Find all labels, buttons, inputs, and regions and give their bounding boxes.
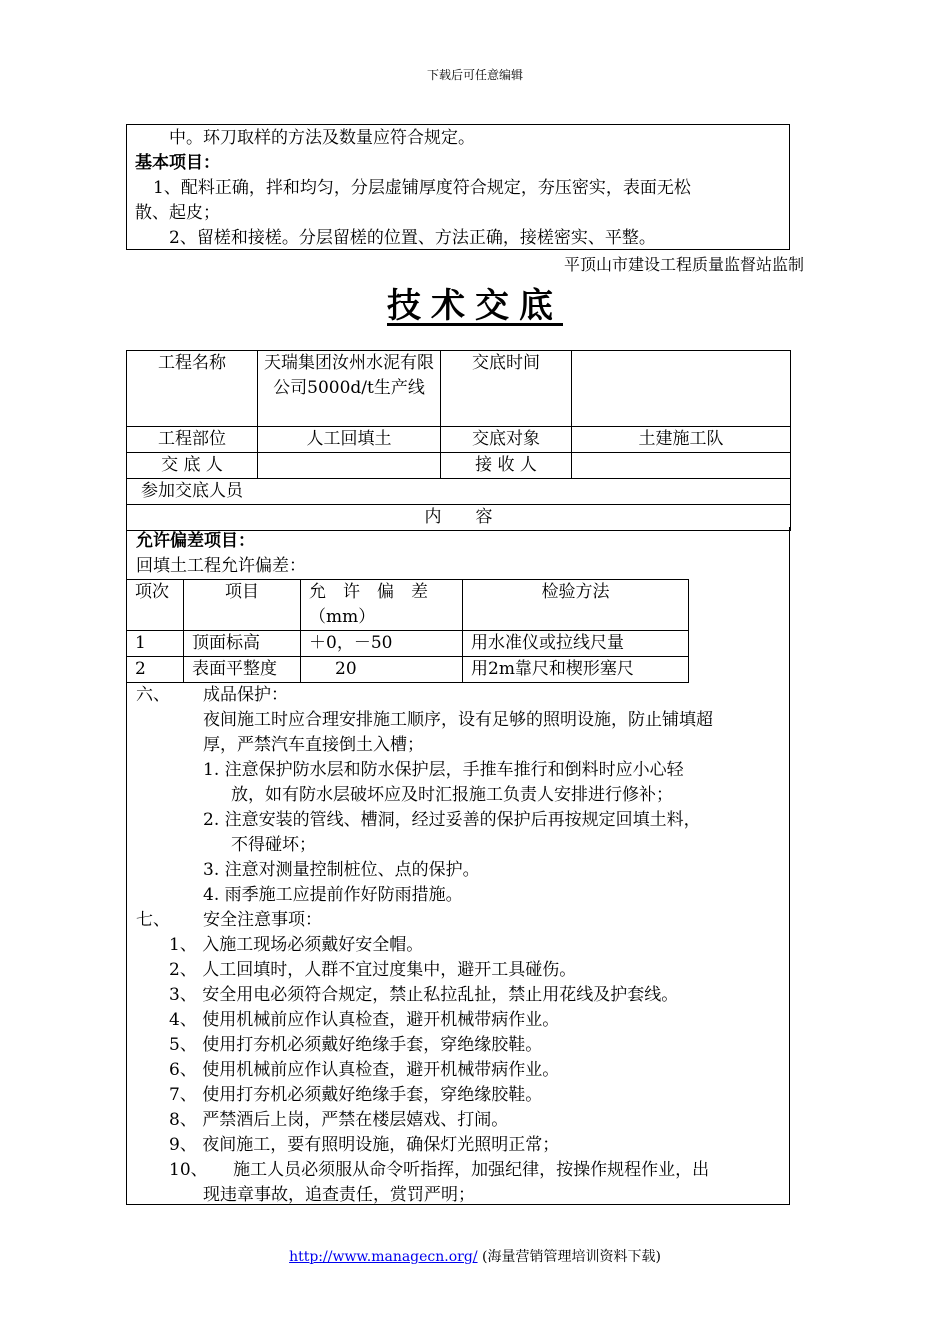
dev-row-1-method: 用水准仪或拉线尺量 <box>463 631 689 657</box>
deviation-sub: 回填土工程允许偏差： <box>136 556 306 576</box>
dev-header-tolerance: 允 许 偏 差（mm） <box>301 580 463 631</box>
top-line-3: 1、配料正确，拌和均匀，分层虚铺厚度符合规定，夯压密实，表面无松 <box>153 178 691 198</box>
receiver-value <box>572 453 791 479</box>
section6-line-2: 厚，严禁汽车直接倒土入槽； <box>203 735 424 755</box>
section7-item-8: 8、 严禁酒后上岗，严禁在楼层嬉戏、打闹。 <box>169 1110 509 1130</box>
deviation-table <box>126 579 689 683</box>
dev-row-1-index: 1 <box>127 631 184 657</box>
section7-item-10b: 现违章事故，追查责任，赏罚严明； <box>203 1185 475 1205</box>
participants-label: 参加交底人员 <box>127 479 791 505</box>
footer-text: (海量营销管理培训资料下载) <box>477 1249 661 1265</box>
section7-title: 安全注意事项： <box>203 910 322 930</box>
footer <box>0 1246 950 1266</box>
top-continuation-box <box>126 124 790 250</box>
section6-line-7: 3. 注意对测量控制桩位、点的保护。 <box>203 860 480 880</box>
footer-link[interactable]: http://www.managecn.org/ <box>289 1249 478 1265</box>
deviation-heading: 允许偏差项目： <box>136 531 255 551</box>
section6-line-6: 不得碰坏； <box>231 835 316 855</box>
time-value <box>572 351 791 427</box>
dev-header-method: 检验方法 <box>463 580 689 631</box>
basic-items-heading: 基本项目： <box>135 153 220 173</box>
section7-item-7: 7、 使用打夯机必须戴好绝缘手套，穿绝缘胶鞋。 <box>169 1085 543 1105</box>
dev-row-2-tolerance: 20 <box>301 657 463 683</box>
section7-item-6: 6、 使用机械前应作认真检查，避开机械带病作业。 <box>169 1060 560 1080</box>
part-value: 人工回填土 <box>258 427 441 453</box>
project-name-value: 天瑞集团汝州水泥有限公司5000d/t生产线 <box>258 351 441 427</box>
top-line-4: 散、起皮； <box>135 203 220 223</box>
target-value: 土建施工队 <box>572 427 791 453</box>
receiver-label: 接 收 人 <box>441 453 572 479</box>
part-label: 工程部位 <box>127 427 258 453</box>
top-line-1: 中。环刀取样的方法及数量应符合规定。 <box>169 128 475 148</box>
giver-value <box>258 453 441 479</box>
dev-header-item: 项目 <box>184 580 301 631</box>
target-label: 交底对象 <box>441 427 572 453</box>
dev-row-2-method: 用2m靠尺和楔形塞尺 <box>463 657 689 683</box>
document-title: 技术交底 <box>387 286 563 326</box>
section6-line-5: 2. 注意安装的管线、槽洞，经过妥善的保护后再按规定回填土料， <box>203 810 701 830</box>
section7-item-3: 3、 安全用电必须符合规定，禁止私拉乱扯，禁止用花线及护套线。 <box>169 985 679 1005</box>
section7-item-9: 9、 夜间施工，要有照明设施，确保灯光照明正常； <box>169 1135 560 1155</box>
section6-line-3: 1. 注意保护防水层和防水保护层，手推车推行和倒料时应小心轻 <box>203 760 684 780</box>
dev-row-2-item: 表面平整度 <box>184 657 301 683</box>
section7-item-4: 4、 使用机械前应作认真检查，避开机械带病作业。 <box>169 1010 560 1030</box>
header-note: 下载后可任意编辑 <box>426 68 523 82</box>
dev-header-index: 项次 <box>127 580 184 631</box>
dev-row-1-tolerance: ＋0，－50 <box>301 631 463 657</box>
supervision-note: 平顶山市建设工程质量监督站监制 <box>563 255 804 274</box>
section6-line-8: 4. 雨季施工应提前作好防雨措施。 <box>203 885 463 905</box>
section6-line-4: 放，如有防水层破坏应及时汇报施工负责人安排进行修补； <box>231 785 673 805</box>
giver-label: 交 底 人 <box>127 453 258 479</box>
section6-number: 六、 <box>136 685 170 705</box>
section7-number: 七、 <box>136 910 170 930</box>
dev-row-2-index: 2 <box>127 657 184 683</box>
time-label: 交底时间 <box>441 351 572 427</box>
content-label: 内 容 <box>127 505 791 531</box>
info-table <box>126 350 791 531</box>
section6-title: 成品保护： <box>203 685 288 705</box>
top-line-5: 2、留槎和接槎。分层留槎的位置、方法正确，接槎密实、平整。 <box>169 228 656 248</box>
dev-row-1-item: 顶面标高 <box>184 631 301 657</box>
project-name-label: 工程名称 <box>127 351 258 427</box>
section7-item-10a: 10、 施工人员必须服从命令听指挥，加强纪律，按操作规程作业，出 <box>169 1160 710 1180</box>
section7-item-1: 1、 入施工现场必须戴好安全帽。 <box>169 935 424 955</box>
section6-line-1: 夜间施工时应合理安排施工顺序，设有足够的照明设施，防止铺填超 <box>203 710 713 730</box>
section7-item-5: 5、 使用打夯机必须戴好绝缘手套，穿绝缘胶鞋。 <box>169 1035 543 1055</box>
section7-item-2: 2、 人工回填时，人群不宜过度集中，避开工具碰伤。 <box>169 960 577 980</box>
